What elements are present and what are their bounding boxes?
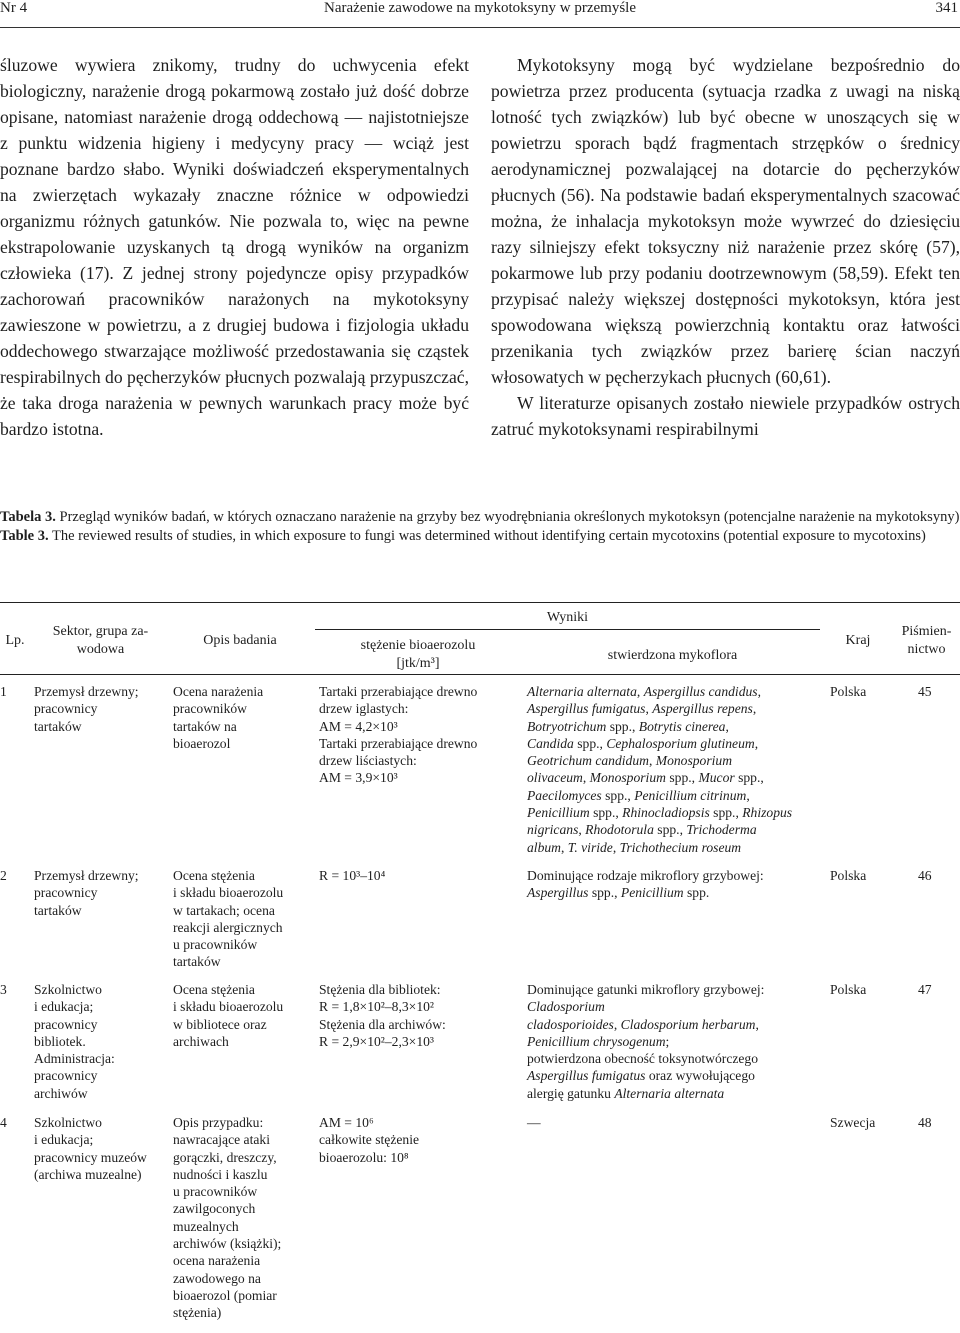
cell-line: całkowite stężenie	[319, 1132, 420, 1148]
cell-sektor	[34, 683, 169, 735]
table-top-rule	[0, 602, 960, 603]
cell-line: —	[527, 1115, 541, 1130]
cell-line: pracownicy	[34, 1016, 98, 1032]
cell-line: i składu bioaerozolu	[173, 885, 284, 901]
cell-line: Penicillium chrysogenum;	[527, 1033, 670, 1049]
page-header	[0, 0, 960, 28]
cell-line: Tartaki przerabiające drewno	[319, 684, 478, 699]
cell-line: olivaceum, Monosporium spp., Mucor spp.,	[527, 770, 764, 786]
cell-line: 45	[918, 684, 932, 699]
cell-line: Szkolnictwo	[34, 1115, 102, 1130]
cell-line: Ocena stężenia	[173, 982, 255, 997]
cell-stezenie	[319, 981, 519, 1050]
cell-line: 3	[0, 982, 7, 997]
cell-opis	[173, 683, 313, 752]
cell-kraj	[830, 981, 900, 998]
cell-lp	[0, 981, 30, 998]
cell-ref	[918, 1114, 958, 1131]
cell-line: cladosporioides, Cladosporium herbarum,	[527, 1016, 759, 1032]
cell-kraj	[830, 1114, 900, 1131]
cell-line: Szwecja	[830, 1115, 876, 1130]
cell-line: drzew liściastych:	[319, 753, 417, 769]
cell-line: Penicillium spp., Rhinocladiopsis spp., Rhizopus	[527, 805, 793, 821]
cell-sektor	[34, 867, 169, 919]
cell-line: nigricans, Rhodotorula spp., Trichoderma	[527, 822, 757, 838]
cell-line: archiwach	[173, 1033, 229, 1049]
cell-line: pracownicy muzeów	[34, 1149, 147, 1165]
cell-mykoflora	[527, 867, 822, 902]
cell-opis	[173, 1114, 313, 1322]
cell-line: u pracowników	[173, 1184, 258, 1200]
cell-stezenie	[319, 1114, 519, 1166]
cell-line: nawracające ataki	[173, 1132, 270, 1148]
cell-line: i edukacja;	[34, 999, 94, 1015]
cell-mykoflora	[527, 683, 822, 856]
cell-mykoflora	[527, 981, 822, 1102]
header-mykoflora: stwierdzona mykoflora	[607, 648, 738, 663]
cell-line: ocena narażenia	[173, 1253, 261, 1269]
wyniki-subheader-rule	[315, 629, 820, 630]
header-kraj: Kraj	[845, 633, 871, 648]
cell-line: reakcji alergicznych	[173, 919, 283, 935]
cell-line: pracowników	[173, 701, 247, 717]
cell-line: i edukacja;	[34, 1132, 94, 1148]
header-lp: Lp.	[5, 633, 25, 648]
cell-line: Aspergillus spp., Penicillium spp.	[527, 885, 710, 901]
running-title: Narażenie zawodowe na mykotoksyny w przemyśle	[324, 0, 636, 16]
cell-line: bibliotek.	[34, 1033, 86, 1049]
cell-line: zawilgoconych	[173, 1201, 256, 1217]
cell-line: drzew iglastych:	[319, 701, 409, 717]
cell-line: Przemysł drzewny;	[34, 868, 139, 883]
paragraph: Mykotoksyny mogą być wydzielane bezpośrednio do powietrza przez producenta (sytuacja rzadka z uwagi na niską lotność tych związków) lub być obecne w unoszących się w powietrzu sporach bądź fragmentach strzępków o średnicy aerodynamicznej pozwalającej na dotarcie do pęcherzyków płucnych (56). Na podstawie badań eksperymentalnych szacować można, że inhalacja mykotoksyn może wywrzeć do dziesięciu razy silniejszy efekt toksyczny niż narażenie przez skórę (57), pokarmowe lub przy podaniu dootrzewnowym (58,59). Efekt ten przypisać należy większej dostępności mykotoksyn, która jest spowodowana większą powierzchnią kontaktu oraz łatwości przenikania tych związków przez barierę ścian naczyń włosowatych w pęcherzykach płucnych (60,61).	[491, 55, 960, 387]
header-pismiennictwo: Piśmien- nictwo	[901, 624, 952, 657]
cell-line: Polska	[830, 684, 867, 699]
header-stezenie: stężenie bioaerozolu [jtk/m³]	[360, 638, 476, 671]
cell-line: Cladosporium	[527, 999, 605, 1015]
cell-sektor	[34, 1114, 169, 1183]
cell-line: pracownicy	[34, 701, 98, 717]
paragraph: W literaturze opisanych zostało niewiele przypadków ostrych zatruć mykotoksynami respirabilnymi	[491, 393, 960, 439]
header-rule	[0, 27, 960, 28]
cell-stezenie	[319, 683, 519, 787]
cell-line: pracownicy	[34, 885, 98, 901]
cell-kraj	[830, 683, 900, 700]
cell-line: Tartaki przerabiające drewno	[319, 735, 478, 751]
cell-line: 2	[0, 868, 7, 883]
cell-opis	[173, 867, 313, 971]
table-caption	[0, 508, 960, 546]
cell-line: AM = 3,9×10³	[319, 770, 398, 786]
cell-line: Dominujące gatunki mikroflory grzybowej:	[527, 982, 765, 997]
cell-line: Polska	[830, 982, 867, 997]
cell-ref	[918, 683, 958, 700]
cell-line: pracownicy	[34, 1068, 98, 1084]
cell-lp	[0, 683, 30, 700]
paragraph: śluzowe wywiera znikomy, trudny do uchwycenia efekt biologiczny, narażenie drogą pokarmową zostało już dość dobrze opisane, natomiast narażenie drogą oddechową — najistotniejsze z punktu widzenia higieny i medycyny pracy — wciąż jest poznane bardzo słabo. Wyniki doświadczeń eksperymentalnych na zwierzętach wykazały znaczne różnice w odpowiedzi organizmu różnych gatunków. Nie pozwala to, więc na pewne ekstrapolowanie uzyskanych tą drogą wyników na organizm człowieka (17). Z jednej strony pojedyncze opisy przypadków zachorowań pracowników narażonych na mykotoksyny zawieszone w powietrzu, a z drugiej budowa i fizjologia układu oddechowego stwarzające możliwość przedostawania się cząstek respirabilnych do pęcherzyków płucnych pozwalają przypuszczać, że taka droga narażenia w pewnych warunkach pracy może być bardzo istotna.	[0, 55, 469, 439]
caption-pl	[0, 508, 960, 527]
cell-line: u pracowników	[173, 937, 258, 953]
cell-ref	[918, 981, 958, 998]
cell-line: R = 1,8×10²–8,3×10²	[319, 999, 434, 1015]
cell-line: Opis przypadku:	[173, 1115, 264, 1130]
cell-line: Dominujące rodzaje mikroflory grzybowej:	[527, 868, 764, 883]
cell-line: tartaków	[173, 954, 221, 970]
cell-line: Ocena stężenia	[173, 868, 255, 883]
left-column	[0, 52, 469, 442]
cell-line: Aspergillus fumigatus, Aspergillus repens,	[527, 701, 757, 717]
cell-line: Przemysł drzewny;	[34, 684, 139, 699]
cell-line: Stężenia dla bibliotek:	[319, 982, 441, 997]
header-wyniki: Wyniki	[546, 610, 589, 625]
cell-line: tartaków	[34, 902, 82, 918]
cell-line: tartaków	[34, 718, 82, 734]
issue-number: Nr 4	[0, 0, 28, 16]
caption-pl-text: Przegląd wyników badań, w których oznaczano narażenie na grzyby bez wyodrębniania określonych mykotoksyn (potencjalne narażenie na mykotoksyny)	[59, 509, 960, 525]
cell-line: archiwów (książki);	[173, 1236, 282, 1252]
cell-line: Paecilomyces spp., Penicillium citrinum,	[527, 787, 750, 803]
cell-line: i składu bioaerozolu	[173, 999, 284, 1015]
cell-line: potwierdzona obecność toksynotwórczego	[527, 1051, 759, 1067]
cell-line: R = 2,9×10²–2,3×10³	[319, 1033, 434, 1049]
cell-ref	[918, 867, 958, 884]
cell-line: 46	[918, 868, 932, 883]
cell-line: Aspergillus fumigatus oraz wywołującego	[527, 1068, 755, 1084]
cell-line: 1	[0, 684, 7, 699]
cell-line: AM = 10⁶	[319, 1115, 374, 1130]
header-opis: Opis badania	[203, 633, 277, 648]
header-sektor: Sektor, grupa za- wodowa	[52, 624, 149, 657]
cell-kraj	[830, 867, 900, 884]
cell-line: AM = 4,2×10³	[319, 718, 398, 734]
cell-line: Candida spp., Cephalosporium glutineum,	[527, 735, 759, 751]
cell-line: Polska	[830, 868, 867, 883]
cell-line: album, T. viride, Trichothecium roseum	[527, 839, 742, 855]
cell-line: Geotrichum candidum, Monosporium	[527, 753, 733, 769]
cell-line: tartaków na	[173, 718, 237, 734]
cell-line: (archiwa muzealne)	[34, 1166, 142, 1182]
cell-line: stężenia)	[173, 1305, 222, 1321]
cell-line: 48	[918, 1115, 932, 1130]
cell-line: nudności i kaszlu	[173, 1166, 268, 1182]
cell-line: w tartakach; ocena	[173, 902, 275, 918]
page-number: 341	[935, 0, 958, 16]
cell-line: gorączki, dreszczy,	[173, 1149, 277, 1165]
cell-line: R = 10³–10⁴	[319, 868, 386, 883]
cell-lp	[0, 1114, 30, 1131]
cell-lp	[0, 867, 30, 884]
cell-line: Administracja:	[34, 1051, 115, 1067]
cell-line: Ocena narażenia	[173, 684, 264, 699]
caption-pl-label: Tabela 3.	[0, 509, 56, 525]
cell-line: archiwów	[34, 1085, 88, 1101]
cell-line: muzealnych	[173, 1218, 239, 1234]
table-header-rule	[0, 674, 960, 675]
cell-line: alergię gatunku Alternaria alternata	[527, 1085, 725, 1101]
caption-en	[0, 527, 960, 546]
cell-line: bioaerozolu: 10⁸	[319, 1149, 409, 1165]
cell-line: Alternaria alternata, Aspergillus candidus,	[527, 684, 762, 699]
cell-line: Stężenia dla archiwów:	[319, 1016, 446, 1032]
caption-en-text: The reviewed results of studies, in which exposure to fungi was determined without identifying certain mycotoxins (potential exposure to mycotoxins)	[52, 528, 926, 544]
right-column	[491, 52, 960, 442]
cell-line: Botryotrichum spp., Botrytis cinerea,	[527, 718, 729, 734]
cell-stezenie	[319, 867, 519, 884]
cell-line: 4	[0, 1115, 7, 1130]
cell-line: bioaerozol (pomiar	[173, 1287, 277, 1303]
cell-line: w bibliotece oraz	[173, 1016, 267, 1032]
caption-en-label: Table 3.	[0, 528, 49, 544]
cell-opis	[173, 981, 313, 1050]
cell-line: zawodowego na	[173, 1270, 261, 1286]
cell-line: bioaerozol	[173, 735, 231, 751]
cell-mykoflora	[527, 1114, 822, 1131]
cell-sektor	[34, 981, 169, 1102]
cell-line: Szkolnictwo	[34, 982, 102, 997]
cell-line: 47	[918, 982, 932, 997]
